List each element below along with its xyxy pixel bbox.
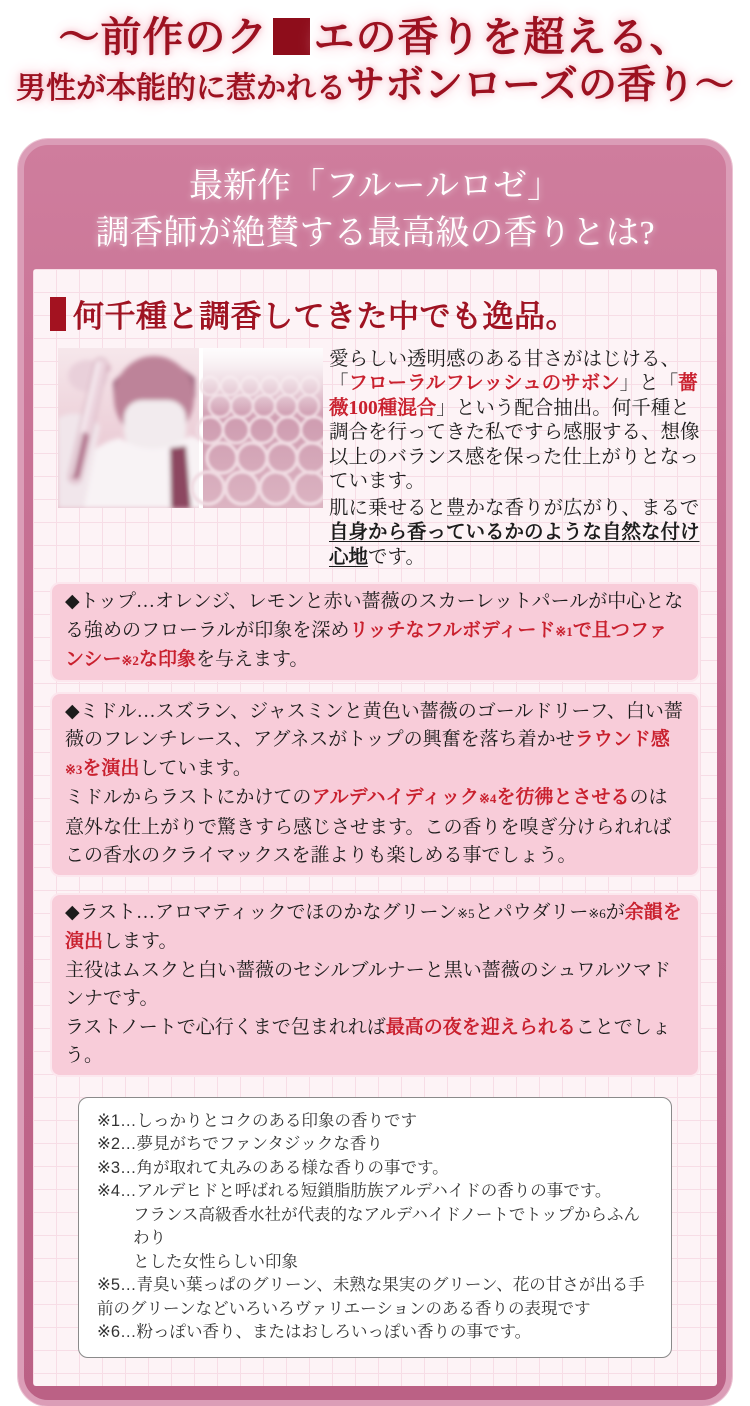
footnote-4-continuation-1: フランス高級香水社が代表的なアルデハイドノートでトップからふんわり xyxy=(133,1205,641,1248)
middle-note-text-2: ミドルからラストにかけてのアルデハイディック※4を彷彿とさせるのは意外な仕上がりで驚きすら感じさせます。この香りを嗅ぎ分けられればこの香水のクライマックスを誰よりも楽しめる事でしょう。 xyxy=(65,787,672,867)
top-note-box xyxy=(50,582,700,682)
perfumer-photo-illustration xyxy=(58,348,323,508)
footnote-4-continuation-2: とした女性らしい印象 xyxy=(133,1252,298,1271)
last-note-text-3: ラストノートで心行くまで包まれれば最高の夜を迎えられることでしょう。 xyxy=(65,1016,671,1067)
content-panel xyxy=(33,269,717,1386)
heading-bar-icon xyxy=(50,297,66,331)
intro-text xyxy=(329,348,700,571)
perfumer-photo xyxy=(58,348,323,508)
last-note-text-1: ◆ラスト…アロマティックでほのかなグリーン※5とパウダリー※6が余韻を演出します。 xyxy=(65,901,682,953)
footnote-1: ※1…しっかりとコクのある印象の香りです xyxy=(97,1111,418,1130)
card-title-line2: 調香師が絶賛する最高級の香りとは? xyxy=(95,214,655,252)
last-note-box xyxy=(50,893,700,1077)
footnote-6: ※6…粉っぽい香り、またはおしろいっぽい香りの事です。 xyxy=(97,1323,532,1342)
footnote-4: ※4…アルデヒドと呼ばれる短鎖脂肪族アルデハイドの香りの事です。 xyxy=(97,1182,612,1201)
middle-note-box xyxy=(50,692,700,877)
footnote-box xyxy=(78,1097,672,1358)
section-heading-text: 何千種と調香してきた中でも逸品。 xyxy=(73,298,577,334)
intro-media-row xyxy=(50,348,700,571)
card-title xyxy=(24,145,726,269)
page-header xyxy=(0,0,750,109)
section-heading xyxy=(50,291,700,336)
card-title-line1: 最新作「フルールロゼ」 xyxy=(189,167,561,205)
footnote-3: ※3…角が取れて丸みのある様な香りの事です。 xyxy=(97,1158,449,1177)
header-line-1: 〜前作のク エの香りを超える、 xyxy=(58,14,692,60)
top-note-text: ◆トップ…オレンジ、レモンと赤い薔薇のスカーレットパールが中心となる強めのフローラルが印象を深めリッチなフルボディード※1で且つファンシー※2な印象を与えます。 xyxy=(65,591,684,671)
intro-paragraph-1: 愛らしい透明感のある甘さがはじける、「フローラルフレッシュのサボン」と「薔薇100種混合」という配合抽出。何千種と調合を行ってきた私ですら感服する、想像以上のバランス感を保った仕上がりとなっています。 xyxy=(329,348,700,493)
feature-card xyxy=(18,139,732,1406)
footnote-5: ※5…青臭い葉っぱのグリーン、未熟な果実のグリーン、花の甘さが出る手前のグリーンなどいろいろヴァリエーションのある香りの表現です xyxy=(97,1276,645,1318)
footnote-2: ※2…夢見がちでファンタジックな香り xyxy=(97,1135,383,1154)
intro-paragraph-2: 肌に乗せると豊かな香りが広がり、まるで自身から香っているかのような自然な付け心地です。 xyxy=(329,497,700,568)
middle-note-text-1: ◆ミドル…スズラン、ジャスミンと黄色い薔薇のゴールドリーフ、白い薔薇のフレンチレース、アグネスがトップの興奮を落ち着かせラウンド感※3を演出しています。 xyxy=(65,700,683,779)
header-line-2: 男性が本能的に惹かれるサボンローズの香り〜 xyxy=(15,64,735,108)
last-note-text-2: 主役はムスクと白い薔薇のセシルブルナーと黒い薔薇のシュワルツマドンナです。 xyxy=(65,959,671,1010)
